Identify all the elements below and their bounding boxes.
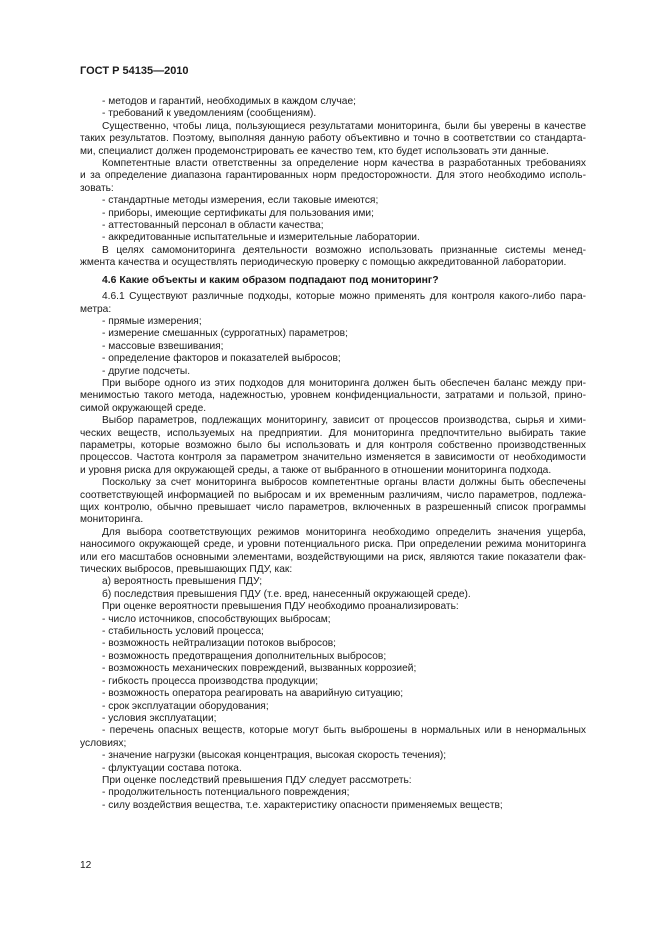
- text-line: - гибкость процесса производства продукции;: [102, 675, 319, 687]
- text-line: - приборы, имеющие сертификаты для пользования ими;: [102, 207, 374, 219]
- text-line: - флуктуации состава потока.: [102, 762, 242, 774]
- text-line: а) вероятность превышения ПДУ;: [102, 576, 263, 588]
- paragraph: [80, 725, 586, 750]
- list-item: [80, 589, 586, 601]
- list-item: [80, 341, 586, 353]
- list-item: [80, 108, 586, 120]
- text-line: Существенно, чтобы лица, пользующиеся результатами мониторинга, были бы уверены в качестве: [102, 120, 586, 132]
- text-line: и за определение диапазона гарантированных норм предосторожности. Для этого необходимо исполь-: [80, 170, 586, 182]
- paragraph: [80, 378, 586, 415]
- text-line: метра:: [80, 303, 112, 315]
- text-line: - аккредитованные испытательные и измерительные лаборатории.: [102, 232, 420, 244]
- document-body: [80, 96, 586, 812]
- list-item: [80, 800, 586, 812]
- list-item: [80, 763, 586, 775]
- text-line: - возможность оператора реагировать на аварийную ситуацию;: [102, 688, 404, 700]
- paragraph: [80, 245, 586, 270]
- text-line: процессов. Частота контроля за параметром значительно изменяется в зависимости от необходимости: [80, 452, 586, 464]
- paragraph: [80, 158, 586, 195]
- list-item: [80, 676, 586, 688]
- document-header: ГОСТ Р 54135—2010: [80, 65, 189, 77]
- text-line: или его масштабов основными элементами, воздействующими на риск, являются такие показатели фак-: [80, 551, 586, 563]
- text-line: В целях самомониторинга деятельности возможно использовать признанные системы менед-: [102, 244, 586, 256]
- list-item: [80, 232, 586, 244]
- list-item: [80, 366, 586, 378]
- text-line: - возможность механических повреждений, вызванных коррозией;: [102, 663, 417, 675]
- text-line: При оценке последствий превышения ПДУ следует рассмотреть:: [102, 774, 412, 786]
- text-line: Поскольку за счет мониторинга выбросов компетентные органы власти должны быть обеспечены: [102, 477, 586, 489]
- text-line: 4.6.1 Существуют различные подходы, которые можно применять для контроля какого-либо пара-: [102, 291, 586, 303]
- paragraph: [80, 291, 586, 316]
- text-line: - возможность предотвращения дополнительных выбросов;: [102, 650, 387, 662]
- list-item: [80, 651, 586, 663]
- text-line: симой окружающей среде.: [80, 402, 207, 414]
- paragraph: [80, 477, 586, 527]
- text-line: - требований к уведомлениям (сообщениям).: [102, 108, 317, 120]
- list-item: [80, 713, 586, 725]
- text-line: зовать:: [80, 182, 114, 194]
- list-item: [80, 688, 586, 700]
- page-number: 12: [80, 860, 92, 871]
- text-line: - другие подсчеты.: [102, 365, 191, 377]
- text-line: - определение факторов и показателей выбросов;: [102, 353, 341, 365]
- text-line: - методов и гарантий, необходимых в каждом случае;: [102, 96, 356, 107]
- list-item: [80, 576, 586, 588]
- text-line: - перечень опасных веществ, которые могут быть выброшены в нормальных или в ненормальных: [102, 725, 586, 737]
- text-line: Выбор параметров, подлежащих мониторингу, зависит от процессов производства, сырья и хими-: [102, 415, 586, 427]
- text-line: - продолжительность потенциального повреждения;: [102, 787, 350, 799]
- text-line: менимостью такого метода, надежностью, уровнем конфиденциальности, затратами и пользой, прино-: [80, 390, 586, 402]
- paragraph: [80, 527, 586, 577]
- paragraph: [80, 415, 586, 477]
- list-item: [80, 614, 586, 626]
- text-line: Компетентные власти ответственны за определение норм качества в разработанных требованиях: [102, 158, 586, 170]
- list-item: [80, 601, 586, 613]
- text-line: жмента качества и осуществлять периодическую проверку с помощью аккредитованной лаборатории.: [80, 257, 567, 269]
- list-item: [80, 220, 586, 232]
- text-line: и уровня риска для окружающей среды, а также от выбранного в отношении мониторинга подхода.: [80, 464, 552, 476]
- list-item: [80, 208, 586, 220]
- text-line: При выборе одного из этих подходов для мониторинга должен быть обеспечен баланс между при-: [102, 377, 586, 389]
- list-item: [80, 701, 586, 713]
- text-line: - измерение смешанных (суррогатных) параметров;: [102, 328, 348, 340]
- list-item: [80, 787, 586, 799]
- text-line: - аттестованный персонал в области качества;: [102, 220, 324, 232]
- section-heading: [80, 275, 586, 287]
- text-line: - стабильность условий процесса;: [102, 626, 264, 638]
- text-line: - силу воздействия вещества, т.е. характеристику опасности применяемых веществ;: [102, 799, 503, 811]
- list-item: [80, 316, 586, 328]
- text-line: - значение нагрузки (высокая концентрация, высокая скорость течения);: [102, 750, 447, 762]
- list-item: [80, 328, 586, 340]
- text-line: - условия эксплуатации;: [102, 712, 217, 724]
- list-item: [80, 626, 586, 638]
- list-item: [80, 638, 586, 650]
- text-line: тических выбросов, превышающих ПДУ, как:: [80, 564, 293, 576]
- text-line: соответствующей информацией по выбросам и их временным различиям, число параметров, подлежа-: [80, 489, 586, 501]
- text-line: наносимого окружающей среде, и уровни потенциального риска. При определении режима мониторинга: [80, 539, 586, 551]
- list-item: [80, 96, 586, 108]
- text-line: - возможность нейтрализации потоков выбросов;: [102, 638, 336, 650]
- text-line: - массовые взвешивания;: [102, 340, 224, 352]
- text-line: щих контролю, обычно превышает число параметров, включенных в разрешенный список программы: [80, 502, 586, 513]
- text-line: ми, специалист должен продемонстрировать ее качество тем, кто будет использовать эти данные.: [80, 145, 549, 157]
- list-item: [80, 750, 586, 762]
- text-line: условиях;: [80, 737, 127, 749]
- text-line: 4.6 Какие объекты и каким образом подпадают под мониторинг?: [102, 274, 439, 286]
- text-line: б) последствия превышения ПДУ (т.е. вред, нанесенный окружающей среде).: [102, 588, 471, 600]
- text-line: - срок эксплуатации оборудования;: [102, 700, 269, 712]
- text-line: - число источников, способствующих выбросам;: [102, 613, 331, 625]
- list-item: [80, 775, 586, 787]
- text-line: мониторинга.: [80, 514, 144, 526]
- text-line: При оценке вероятности превышения ПДУ необходимо проанализировать:: [102, 601, 459, 613]
- text-line: параметры, которые возможно было бы использовать и для контроля собственно производственных: [80, 439, 586, 451]
- text-line: ческих веществ, используемых на предприятии. Для мониторинга предпочтительно выбирать такие: [80, 427, 586, 439]
- text-line: - прямые измерения;: [102, 315, 202, 327]
- list-item: [80, 353, 586, 365]
- paragraph: [80, 121, 586, 158]
- text-line: таких результатов. Поэтому, выполняя данную работу объективно и точно в соответствии со стандарта-: [80, 133, 586, 145]
- text-line: Для выбора соответствующих режимов мониторинга необходимо определить значения ущерба,: [102, 526, 586, 538]
- list-item: [80, 195, 586, 207]
- list-item: [80, 663, 586, 675]
- text-line: - стандартные методы измерения, если таковые имеются;: [102, 195, 379, 207]
